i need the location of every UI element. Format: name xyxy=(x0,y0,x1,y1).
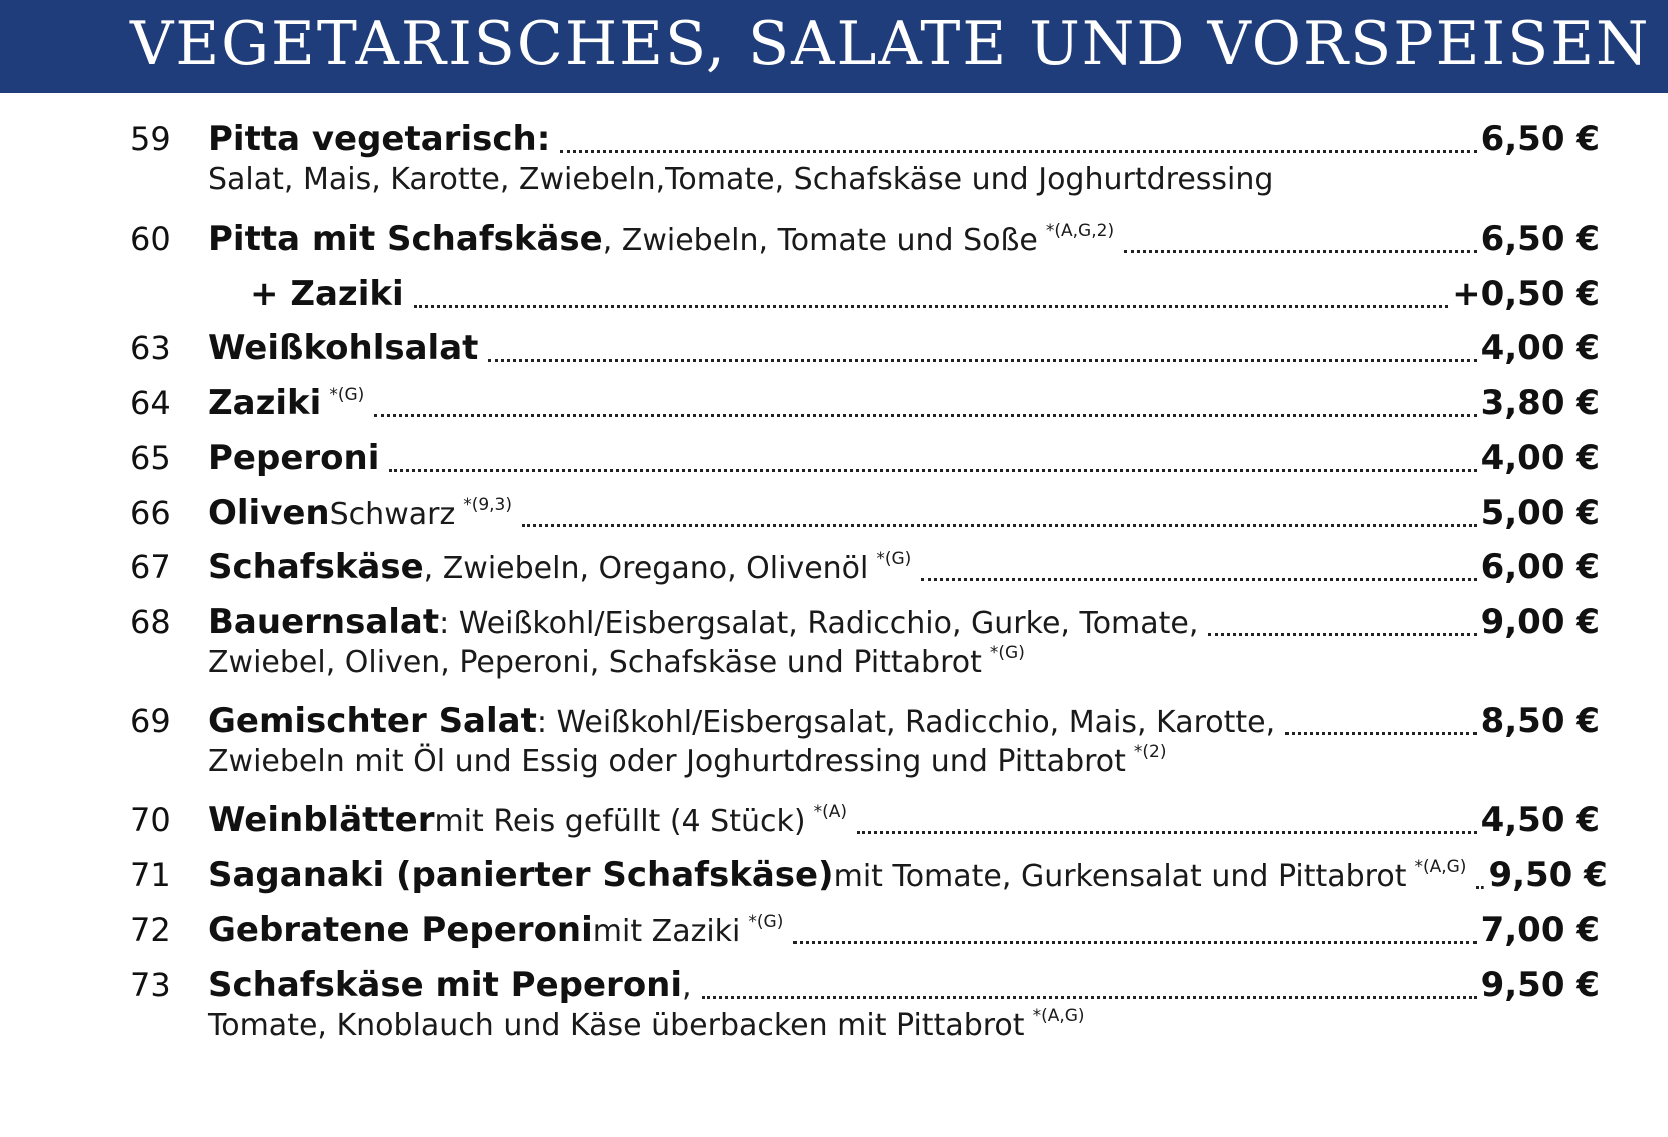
item-allergens: *(A,G,2) xyxy=(1045,221,1115,241)
dotted-leader xyxy=(414,305,1448,308)
item-row xyxy=(208,850,1608,900)
item-description: , xyxy=(682,969,692,1004)
item-allergens: *(G) xyxy=(329,385,365,405)
item-row xyxy=(250,269,1600,319)
menu-item-line xyxy=(0,214,1668,264)
item-continuation xyxy=(208,160,1600,200)
item-continuation xyxy=(208,742,1600,782)
item-price: 4,50 € xyxy=(1480,800,1600,840)
item-name: Schafskäse mit Peperoni xyxy=(208,965,683,1005)
menu-item-line xyxy=(0,542,1668,592)
item-price: 8,50 € xyxy=(1480,701,1600,741)
item-allergens: *(A) xyxy=(813,802,847,822)
item-allergens: *(G) xyxy=(876,549,912,569)
item-row xyxy=(208,214,1600,264)
item-name: Pitta mit Schafskäse xyxy=(208,219,603,259)
item-continuation xyxy=(208,1006,1600,1046)
item-number: 72 xyxy=(130,911,171,949)
item-number: 70 xyxy=(130,801,171,839)
item-row xyxy=(208,960,1600,1010)
dotted-leader xyxy=(389,469,1476,472)
item-number: 69 xyxy=(130,702,171,740)
item-row xyxy=(208,114,1600,164)
item-price: 4,00 € xyxy=(1480,438,1600,478)
item-price: 5,00 € xyxy=(1480,493,1600,533)
menu-item-line xyxy=(0,323,1668,373)
item-price: 7,00 € xyxy=(1480,910,1600,950)
item-name: Schafskäse xyxy=(208,547,424,587)
item-row xyxy=(208,488,1600,538)
item-name: Gemischter Salat xyxy=(208,701,537,741)
item-name: + Zaziki xyxy=(250,274,404,314)
menu-item-line xyxy=(0,488,1668,538)
item-number: 67 xyxy=(130,548,171,586)
dotted-leader xyxy=(560,150,1476,153)
menu-item-line xyxy=(0,696,1668,746)
item-description: : Weißkohl/Eisbergsalat, Radicchio, Gurke, Tomate, xyxy=(439,606,1199,641)
item-description: , Zwiebeln, Tomate und Soße xyxy=(602,223,1038,258)
menu-item-line xyxy=(0,114,1668,164)
item-continuation-allergens: *(2) xyxy=(1133,742,1167,762)
dotted-leader xyxy=(921,578,1476,581)
item-continuation-allergens: *(G) xyxy=(989,643,1025,663)
item-name: Peperoni xyxy=(208,438,380,478)
dotted-leader xyxy=(1208,633,1476,636)
item-description: mit Reis gefüllt (4 Stück) xyxy=(434,804,806,839)
item-name: Pitta vegetarisch: xyxy=(208,119,551,159)
item-description: Schwarz xyxy=(329,497,456,532)
menu-item-line xyxy=(0,269,1668,319)
item-description: : Weißkohl/Eisbergsalat, Radicchio, Mais, Karotte, xyxy=(536,705,1276,740)
item-name: Zaziki xyxy=(208,383,322,423)
item-name: Saganaki (panierter Schafskäse) xyxy=(208,855,834,895)
item-row xyxy=(208,696,1600,746)
item-number: 63 xyxy=(130,329,171,367)
item-number: 60 xyxy=(130,220,171,258)
dotted-leader xyxy=(1285,732,1476,735)
item-row xyxy=(208,323,1600,373)
item-price: 3,80 € xyxy=(1480,383,1600,423)
menu-item-line xyxy=(0,433,1668,483)
item-price: 4,00 € xyxy=(1480,328,1600,368)
item-number: 71 xyxy=(130,856,171,894)
item-continuation-text: Zwiebeln mit Öl und Essig oder Joghurtdressing und Pittabrot xyxy=(208,744,1126,779)
item-name: Gebratene Peperoni xyxy=(208,910,593,950)
menu-item-line xyxy=(0,795,1668,845)
item-continuation-text: Tomate, Knoblauch und Käse überbacken mit Pittabrot xyxy=(208,1008,1025,1043)
item-name: Oliven xyxy=(208,493,330,533)
item-description: mit Tomate, Gurkensalat und Pittabrot xyxy=(833,859,1407,894)
item-continuation xyxy=(208,643,1600,683)
dotted-leader xyxy=(857,831,1477,834)
item-row xyxy=(208,795,1600,845)
item-allergens: *(G) xyxy=(748,912,784,932)
item-continuation-text: Salat, Mais, Karotte, Zwiebeln,Tomate, Schafskäse und Joghurtdressing xyxy=(208,162,1274,197)
item-price: +0,50 € xyxy=(1452,274,1600,314)
item-price: 9,00 € xyxy=(1480,602,1600,642)
item-price: 6,50 € xyxy=(1480,219,1600,259)
item-row xyxy=(208,542,1600,592)
item-price: 6,00 € xyxy=(1480,547,1600,587)
item-continuation-allergens: *(A,G) xyxy=(1032,1006,1085,1026)
menu-item-line xyxy=(0,850,1668,900)
dotted-leader xyxy=(488,359,1476,362)
item-row xyxy=(208,905,1600,955)
item-name: Weißkohlsalat xyxy=(208,328,479,368)
item-number: 73 xyxy=(130,966,171,1004)
item-number: 65 xyxy=(130,439,171,477)
item-number: 59 xyxy=(130,120,171,158)
item-name: Bauernsalat xyxy=(208,602,440,642)
item-description: , Zwiebeln, Oregano, Olivenöl xyxy=(423,551,869,586)
item-row xyxy=(208,597,1600,647)
item-row xyxy=(208,433,1600,483)
dotted-leader xyxy=(702,996,1477,999)
menu-item-line xyxy=(0,378,1668,428)
item-price: 6,50 € xyxy=(1480,119,1600,159)
item-row xyxy=(208,378,1600,428)
page-title: VEGETARISCHES, SALATE UND VORSPEISEN xyxy=(130,9,1651,79)
menu-item-line xyxy=(0,960,1668,1010)
item-number: 66 xyxy=(130,494,171,532)
item-allergens: *(A,G) xyxy=(1414,857,1467,877)
dotted-leader xyxy=(793,941,1476,944)
item-description: mit Zaziki xyxy=(592,914,741,949)
dotted-leader xyxy=(1476,886,1484,889)
item-number: 64 xyxy=(130,384,171,422)
dotted-leader xyxy=(374,414,1476,417)
item-price: 9,50 € xyxy=(1488,855,1608,895)
item-allergens: *(9,3) xyxy=(463,495,513,515)
item-continuation-text: Zwiebel, Oliven, Peperoni, Schafskäse und Pittabrot xyxy=(208,645,982,680)
item-price: 9,50 € xyxy=(1480,965,1600,1005)
dotted-leader xyxy=(522,524,1477,527)
menu-item-line xyxy=(0,905,1668,955)
menu-item-line xyxy=(0,597,1668,647)
item-number: 68 xyxy=(130,603,171,641)
dotted-leader xyxy=(1124,250,1477,253)
item-name: Weinblätter xyxy=(208,800,435,840)
